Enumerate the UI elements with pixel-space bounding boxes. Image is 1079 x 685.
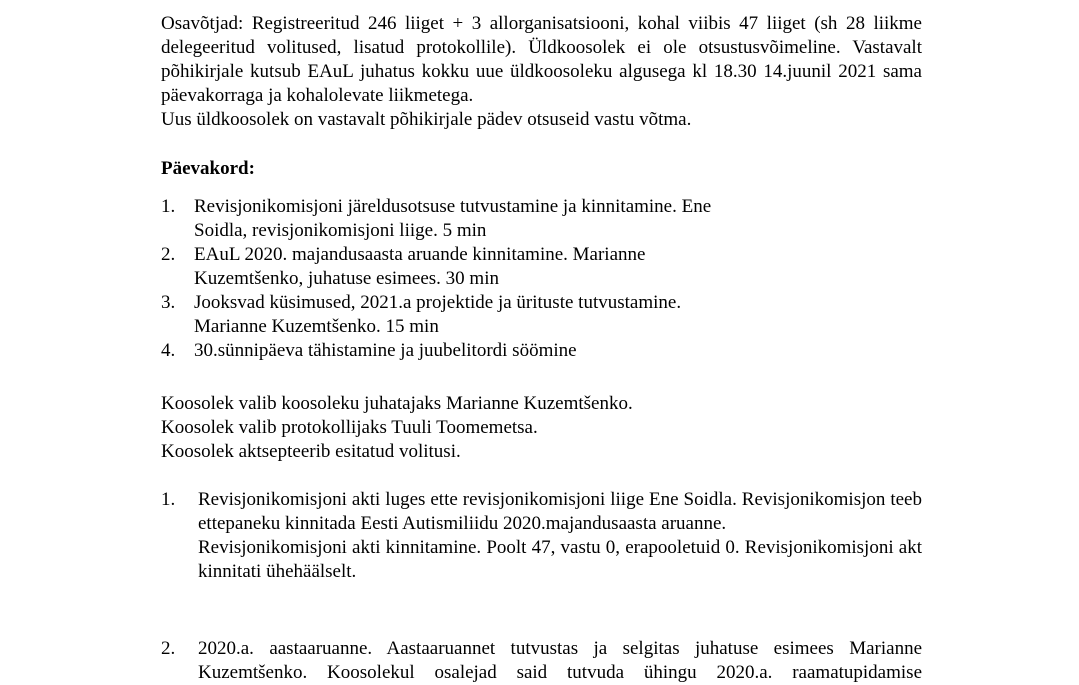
agenda-item-text: Revisjonikomisjoni järeldusotsuse tutvustamine ja kinnitamine. Ene Soidla, revisjonikomisjoni liige. 5 min <box>194 196 712 241</box>
resolutions-list <box>161 488 922 584</box>
meeting-decisions <box>161 392 922 464</box>
decision-chair: Koosolek valib koosoleku juhatajaks Marianne Kuzemtšenko. <box>161 393 633 414</box>
agenda-item-number: 3. <box>161 292 176 313</box>
resolutions-list-continued <box>161 637 922 685</box>
agenda-item <box>161 339 741 363</box>
agenda-list <box>161 195 741 363</box>
agenda-section <box>161 157 922 181</box>
agenda-item <box>161 243 741 291</box>
agenda-heading: Päevakord: <box>161 158 255 179</box>
agenda-item <box>161 195 741 243</box>
agenda-item-number: 1. <box>161 196 176 217</box>
agenda-item-number: 4. <box>161 340 176 361</box>
resolution-item <box>161 488 922 584</box>
intro-section <box>161 12 922 132</box>
agenda-item-text: EAuL 2020. majandusaasta aruande kinnitamine. Marianne Kuzemtšenko, juhatuse esimees. 30 min <box>194 244 646 289</box>
resolution-paragraph: 2020.a. aastaaruanne. Aastaaruannet tutvustas ja selgitas juhatuse esimees Marianne Kuzemtšenko. Koosolekul osalejad said tutvuda ühingu 2020.a. raamatupidamise <box>198 638 922 683</box>
intro-paragraph: Osavõtjad: Registreeritud 246 liiget + 3 allorganisatsiooni, kohal viibis 47 liiget (sh 28 liikme delegeeritud volitused, lisatud protokollile). Üldkoosolek ei ole otsustusvõimeline. Vastavalt põhikirjale kutsub EAuL juhatus kokku uue üldkoosoleku algusega kl 18.30 14.juunil 2021 sama päevakorraga ja kohalolevate liikmetega. <box>161 13 922 106</box>
resolution-paragraph: Revisjonikomisjoni akti luges ette revisjonikomisjoni liige Ene Soidla. Revisjonikomisjon teeb ettepaneku kinnitada Eesti Autismiliidu 2020.majandusaasta aruanne. <box>198 489 922 534</box>
agenda-item <box>161 291 741 339</box>
resolution-item <box>161 637 922 685</box>
decision-minutes-taker: Koosolek valib protokollijaks Tuuli Toomemetsa. <box>161 417 538 438</box>
resolution-vote: Revisjonikomisjoni akti kinnitamine. Poolt 47, vastu 0, erapooletuid 0. Revisjonikomisjoni akt kinnitati ühehäälselt. <box>198 537 922 582</box>
resolution-number: 2. <box>161 638 176 659</box>
agenda-item-number: 2. <box>161 244 176 265</box>
resolution-number: 1. <box>161 489 176 510</box>
agenda-item-text: Jooksvad küsimused, 2021.a projektide ja ürituste tutvustamine. Marianne Kuzemtšenko. 15 min <box>194 292 682 337</box>
agenda-item-text: 30.sünnipäeva tähistamine ja juubelitordi söömine <box>194 340 577 361</box>
intro-line-2: Uus üldkoosolek on vastavalt põhikirjale pädev otsuseid vastu võtma. <box>161 109 692 130</box>
decision-mandates: Koosolek aktsepteerib esitatud volitusi. <box>161 441 461 462</box>
